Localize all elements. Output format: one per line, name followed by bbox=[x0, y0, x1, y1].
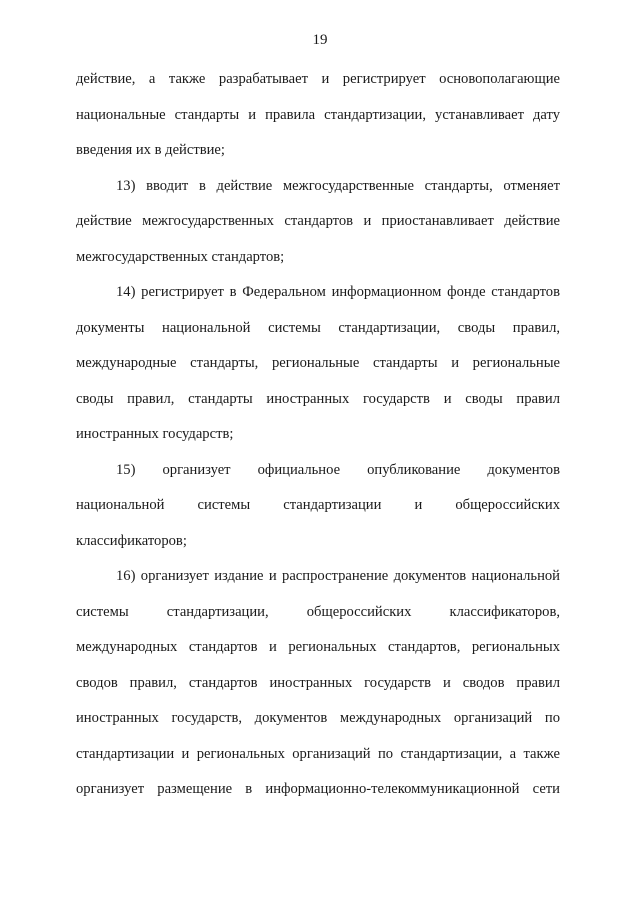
text-line: иностранных государств, документов международных организаций по bbox=[76, 710, 560, 726]
text-line: организует размещение в информационно-телекоммуникационной сети bbox=[76, 781, 560, 797]
text-line: введения их в действие; bbox=[76, 142, 225, 158]
document-body bbox=[76, 68, 560, 814]
text-line: классификаторов; bbox=[76, 532, 187, 549]
text-line: системы стандартизации, общероссийских классификаторов, bbox=[76, 603, 560, 620]
text-line: документы национальной системы стандартизации, своды правил, bbox=[76, 319, 560, 336]
text-line: 16) организует издание и распространение документов национальной bbox=[116, 568, 560, 584]
text-line: действие, а также разрабатывает и регистрирует основополагающие bbox=[76, 71, 560, 87]
text-line: международных стандартов и региональных стандартов, региональных bbox=[76, 639, 560, 655]
paragraph-continuation bbox=[76, 68, 560, 175]
text-line: действие межгосударственных стандартов и приостанавливает действие bbox=[76, 213, 560, 229]
text-line: международные стандарты, региональные стандарты и региональные bbox=[76, 355, 560, 371]
paragraph-item-14 bbox=[76, 281, 560, 459]
text-line: стандартизации и региональных организаций по стандартизации, а также bbox=[76, 745, 560, 762]
text-line: своды правил, стандарты иностранных государств и своды правил bbox=[76, 390, 560, 407]
paragraph-item-13 bbox=[76, 175, 560, 282]
text-line: 13) вводит в действие межгосударственные стандарты, отменяет bbox=[116, 177, 560, 194]
text-line: 14) регистрирует в Федеральном информационном фонде стандартов bbox=[116, 284, 560, 300]
paragraph-item-16 bbox=[76, 565, 560, 814]
text-line: национальной системы стандартизации и общероссийских bbox=[76, 497, 560, 513]
page-number: 19 bbox=[312, 32, 328, 48]
text-line: национальные стандарты и правила стандартизации, устанавливает дату bbox=[76, 106, 560, 123]
text-line: межгосударственных стандартов; bbox=[76, 248, 285, 265]
text-line: 15) организует официальное опубликование документов bbox=[116, 461, 560, 478]
paragraph-item-15 bbox=[76, 459, 560, 566]
text-line: сводов правил, стандартов иностранных государств и сводов правил bbox=[76, 674, 560, 691]
text-line: иностранных государств; bbox=[76, 426, 234, 442]
